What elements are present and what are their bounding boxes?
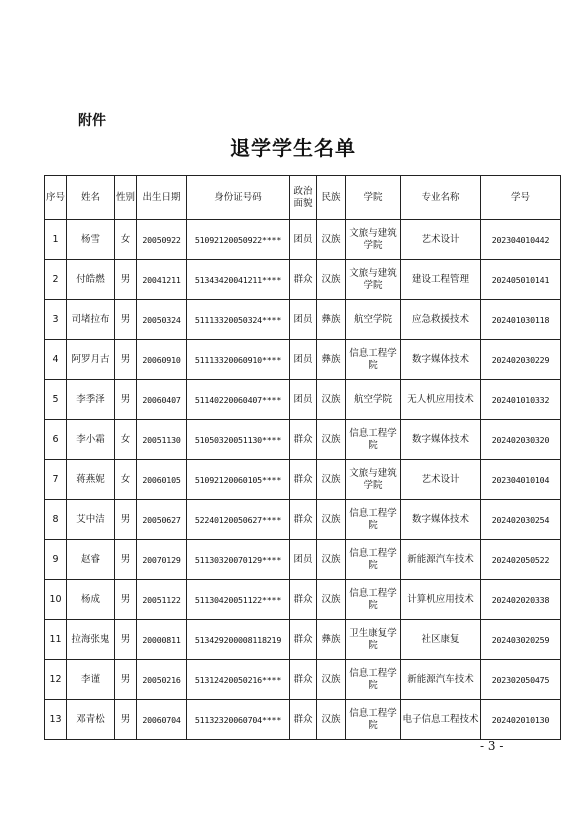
cell-political-status: 群众 bbox=[290, 460, 317, 500]
cell-major: 艺术设计 bbox=[401, 220, 481, 260]
cell-seq-no: 8 bbox=[45, 500, 67, 540]
cell-name: 阿罗月古 bbox=[67, 340, 115, 380]
cell-college: 信息工程学院 bbox=[346, 700, 401, 740]
cell-student-id: 202402030320 bbox=[481, 420, 561, 460]
cell-student-id: 202304010104 bbox=[481, 460, 561, 500]
cell-major: 数字媒体技术 bbox=[401, 420, 481, 460]
table-row bbox=[45, 500, 561, 540]
cell-political-status: 群众 bbox=[290, 700, 317, 740]
cell-major: 电子信息工程技术 bbox=[401, 700, 481, 740]
cell-political-status: 群众 bbox=[290, 260, 317, 300]
cell-ethnicity: 汉族 bbox=[317, 380, 346, 420]
cell-seq-no: 6 bbox=[45, 420, 67, 460]
table-header-row bbox=[45, 176, 561, 220]
cell-ethnicity: 汉族 bbox=[317, 500, 346, 540]
cell-major: 艺术设计 bbox=[401, 460, 481, 500]
table-row bbox=[45, 380, 561, 420]
table-row bbox=[45, 700, 561, 740]
cell-birth-date: 20051130 bbox=[137, 420, 187, 460]
cell-seq-no: 2 bbox=[45, 260, 67, 300]
cell-student-id: 202403020259 bbox=[481, 620, 561, 660]
cell-political-status: 团员 bbox=[290, 220, 317, 260]
column-header-student-id: 学号 bbox=[481, 176, 561, 220]
cell-id-number: 51132320060704**** bbox=[187, 700, 290, 740]
cell-ethnicity: 汉族 bbox=[317, 660, 346, 700]
cell-ethnicity: 彝族 bbox=[317, 340, 346, 380]
cell-gender: 女 bbox=[115, 420, 137, 460]
cell-name: 李谨 bbox=[67, 660, 115, 700]
cell-ethnicity: 汉族 bbox=[317, 540, 346, 580]
cell-ethnicity: 汉族 bbox=[317, 700, 346, 740]
cell-birth-date: 20050216 bbox=[137, 660, 187, 700]
cell-seq-no: 5 bbox=[45, 380, 67, 420]
cell-seq-no: 13 bbox=[45, 700, 67, 740]
cell-student-id: 202304010442 bbox=[481, 220, 561, 260]
cell-id-number: 51113320060910**** bbox=[187, 340, 290, 380]
cell-student-id: 202402010130 bbox=[481, 700, 561, 740]
cell-name: 蒋燕妮 bbox=[67, 460, 115, 500]
cell-ethnicity: 彝族 bbox=[317, 620, 346, 660]
cell-ethnicity: 汉族 bbox=[317, 420, 346, 460]
cell-political-status: 群众 bbox=[290, 580, 317, 620]
cell-name: 邓青松 bbox=[67, 700, 115, 740]
cell-gender: 女 bbox=[115, 220, 137, 260]
cell-college: 信息工程学院 bbox=[346, 420, 401, 460]
table-row bbox=[45, 620, 561, 660]
cell-political-status: 群众 bbox=[290, 660, 317, 700]
cell-ethnicity: 汉族 bbox=[317, 460, 346, 500]
cell-gender: 男 bbox=[115, 260, 137, 300]
cell-student-id: 202401030118 bbox=[481, 300, 561, 340]
column-header-major: 专业名称 bbox=[401, 176, 481, 220]
cell-college: 文旅与建筑学院 bbox=[346, 260, 401, 300]
cell-college: 文旅与建筑学院 bbox=[346, 460, 401, 500]
cell-id-number: 513429200008118219 bbox=[187, 620, 290, 660]
cell-gender: 男 bbox=[115, 540, 137, 580]
cell-birth-date: 20060704 bbox=[137, 700, 187, 740]
cell-id-number: 52240120050627**** bbox=[187, 500, 290, 540]
cell-name: 赵睿 bbox=[67, 540, 115, 580]
cell-seq-no: 10 bbox=[45, 580, 67, 620]
cell-gender: 男 bbox=[115, 700, 137, 740]
cell-major: 新能源汽车技术 bbox=[401, 540, 481, 580]
cell-name: 李小霜 bbox=[67, 420, 115, 460]
cell-college: 航空学院 bbox=[346, 380, 401, 420]
cell-political-status: 群众 bbox=[290, 420, 317, 460]
withdrawn-students-table bbox=[44, 175, 561, 740]
cell-seq-no: 1 bbox=[45, 220, 67, 260]
cell-political-status: 群众 bbox=[290, 500, 317, 540]
cell-political-status: 团员 bbox=[290, 380, 317, 420]
cell-gender: 女 bbox=[115, 460, 137, 500]
cell-major: 建设工程管理 bbox=[401, 260, 481, 300]
cell-name: 付皓燃 bbox=[67, 260, 115, 300]
column-header-birth-date: 出生日期 bbox=[137, 176, 187, 220]
cell-id-number: 51130420051122**** bbox=[187, 580, 290, 620]
cell-political-status: 团员 bbox=[290, 340, 317, 380]
cell-gender: 男 bbox=[115, 500, 137, 540]
cell-birth-date: 20050627 bbox=[137, 500, 187, 540]
column-header-seq-no: 序号 bbox=[45, 176, 67, 220]
cell-birth-date: 20060407 bbox=[137, 380, 187, 420]
cell-seq-no: 9 bbox=[45, 540, 67, 580]
cell-id-number: 51050320051130**** bbox=[187, 420, 290, 460]
column-header-ethnicity: 民族 bbox=[317, 176, 346, 220]
cell-gender: 男 bbox=[115, 580, 137, 620]
cell-name: 李季泽 bbox=[67, 380, 115, 420]
cell-student-id: 202402020338 bbox=[481, 580, 561, 620]
cell-political-status: 群众 bbox=[290, 620, 317, 660]
cell-major: 数字媒体技术 bbox=[401, 500, 481, 540]
cell-college: 信息工程学院 bbox=[346, 580, 401, 620]
cell-ethnicity: 汉族 bbox=[317, 220, 346, 260]
table-row bbox=[45, 540, 561, 580]
cell-id-number: 51092120050922**** bbox=[187, 220, 290, 260]
column-header-gender: 性别 bbox=[115, 176, 137, 220]
cell-student-id: 202402030229 bbox=[481, 340, 561, 380]
table-row bbox=[45, 300, 561, 340]
column-header-college: 学院 bbox=[346, 176, 401, 220]
cell-seq-no: 7 bbox=[45, 460, 67, 500]
cell-id-number: 51130320070129**** bbox=[187, 540, 290, 580]
cell-college: 文旅与建筑学院 bbox=[346, 220, 401, 260]
column-header-id-number: 身份证号码 bbox=[187, 176, 290, 220]
cell-college: 信息工程学院 bbox=[346, 540, 401, 580]
cell-student-id: 202401010332 bbox=[481, 380, 561, 420]
cell-college: 卫生康复学院 bbox=[346, 620, 401, 660]
cell-birth-date: 20051122 bbox=[137, 580, 187, 620]
cell-student-id: 202405010141 bbox=[481, 260, 561, 300]
cell-political-status: 团员 bbox=[290, 300, 317, 340]
cell-gender: 男 bbox=[115, 340, 137, 380]
table-row bbox=[45, 460, 561, 500]
cell-id-number: 51343420041211**** bbox=[187, 260, 290, 300]
cell-college: 航空学院 bbox=[346, 300, 401, 340]
column-header-name: 姓名 bbox=[67, 176, 115, 220]
cell-major: 无人机应用技术 bbox=[401, 380, 481, 420]
cell-id-number: 51092120060105**** bbox=[187, 460, 290, 500]
table-row bbox=[45, 660, 561, 700]
cell-id-number: 51140220060407**** bbox=[187, 380, 290, 420]
cell-major: 数字媒体技术 bbox=[401, 340, 481, 380]
cell-birth-date: 20050324 bbox=[137, 300, 187, 340]
cell-seq-no: 4 bbox=[45, 340, 67, 380]
attachment-label: 附件 bbox=[78, 113, 106, 129]
cell-seq-no: 12 bbox=[45, 660, 67, 700]
cell-gender: 男 bbox=[115, 300, 137, 340]
cell-seq-no: 3 bbox=[45, 300, 67, 340]
cell-name: 艾中洁 bbox=[67, 500, 115, 540]
cell-birth-date: 20060105 bbox=[137, 460, 187, 500]
cell-political-status: 团员 bbox=[290, 540, 317, 580]
cell-ethnicity: 汉族 bbox=[317, 260, 346, 300]
cell-college: 信息工程学院 bbox=[346, 340, 401, 380]
column-header-political-status: 政治面貌 bbox=[290, 176, 317, 220]
table-row bbox=[45, 420, 561, 460]
cell-gender: 男 bbox=[115, 620, 137, 660]
cell-student-id: 202402030254 bbox=[481, 500, 561, 540]
cell-birth-date: 20050922 bbox=[137, 220, 187, 260]
cell-birth-date: 20070129 bbox=[137, 540, 187, 580]
cell-student-id: 202402050522 bbox=[481, 540, 561, 580]
cell-college: 信息工程学院 bbox=[346, 500, 401, 540]
cell-gender: 男 bbox=[115, 660, 137, 700]
cell-name: 杨成 bbox=[67, 580, 115, 620]
document-title: 退学学生名单 bbox=[230, 136, 356, 160]
cell-college: 信息工程学院 bbox=[346, 660, 401, 700]
table-row bbox=[45, 580, 561, 620]
table-row bbox=[45, 260, 561, 300]
page-number: - 3 - bbox=[480, 739, 504, 753]
cell-seq-no: 11 bbox=[45, 620, 67, 660]
table-row bbox=[45, 340, 561, 380]
cell-birth-date: 20000811 bbox=[137, 620, 187, 660]
cell-name: 司堵拉布 bbox=[67, 300, 115, 340]
cell-major: 新能源汽车技术 bbox=[401, 660, 481, 700]
cell-major: 应急救援技术 bbox=[401, 300, 481, 340]
cell-birth-date: 20060910 bbox=[137, 340, 187, 380]
cell-name: 拉海张鬼 bbox=[67, 620, 115, 660]
cell-major: 计算机应用技术 bbox=[401, 580, 481, 620]
cell-major: 社区康复 bbox=[401, 620, 481, 660]
table-row bbox=[45, 220, 561, 260]
cell-name: 杨雪 bbox=[67, 220, 115, 260]
cell-id-number: 51312420050216**** bbox=[187, 660, 290, 700]
cell-id-number: 51113320050324**** bbox=[187, 300, 290, 340]
cell-ethnicity: 汉族 bbox=[317, 580, 346, 620]
cell-ethnicity: 彝族 bbox=[317, 300, 346, 340]
cell-gender: 男 bbox=[115, 380, 137, 420]
cell-student-id: 202302050475 bbox=[481, 660, 561, 700]
cell-birth-date: 20041211 bbox=[137, 260, 187, 300]
